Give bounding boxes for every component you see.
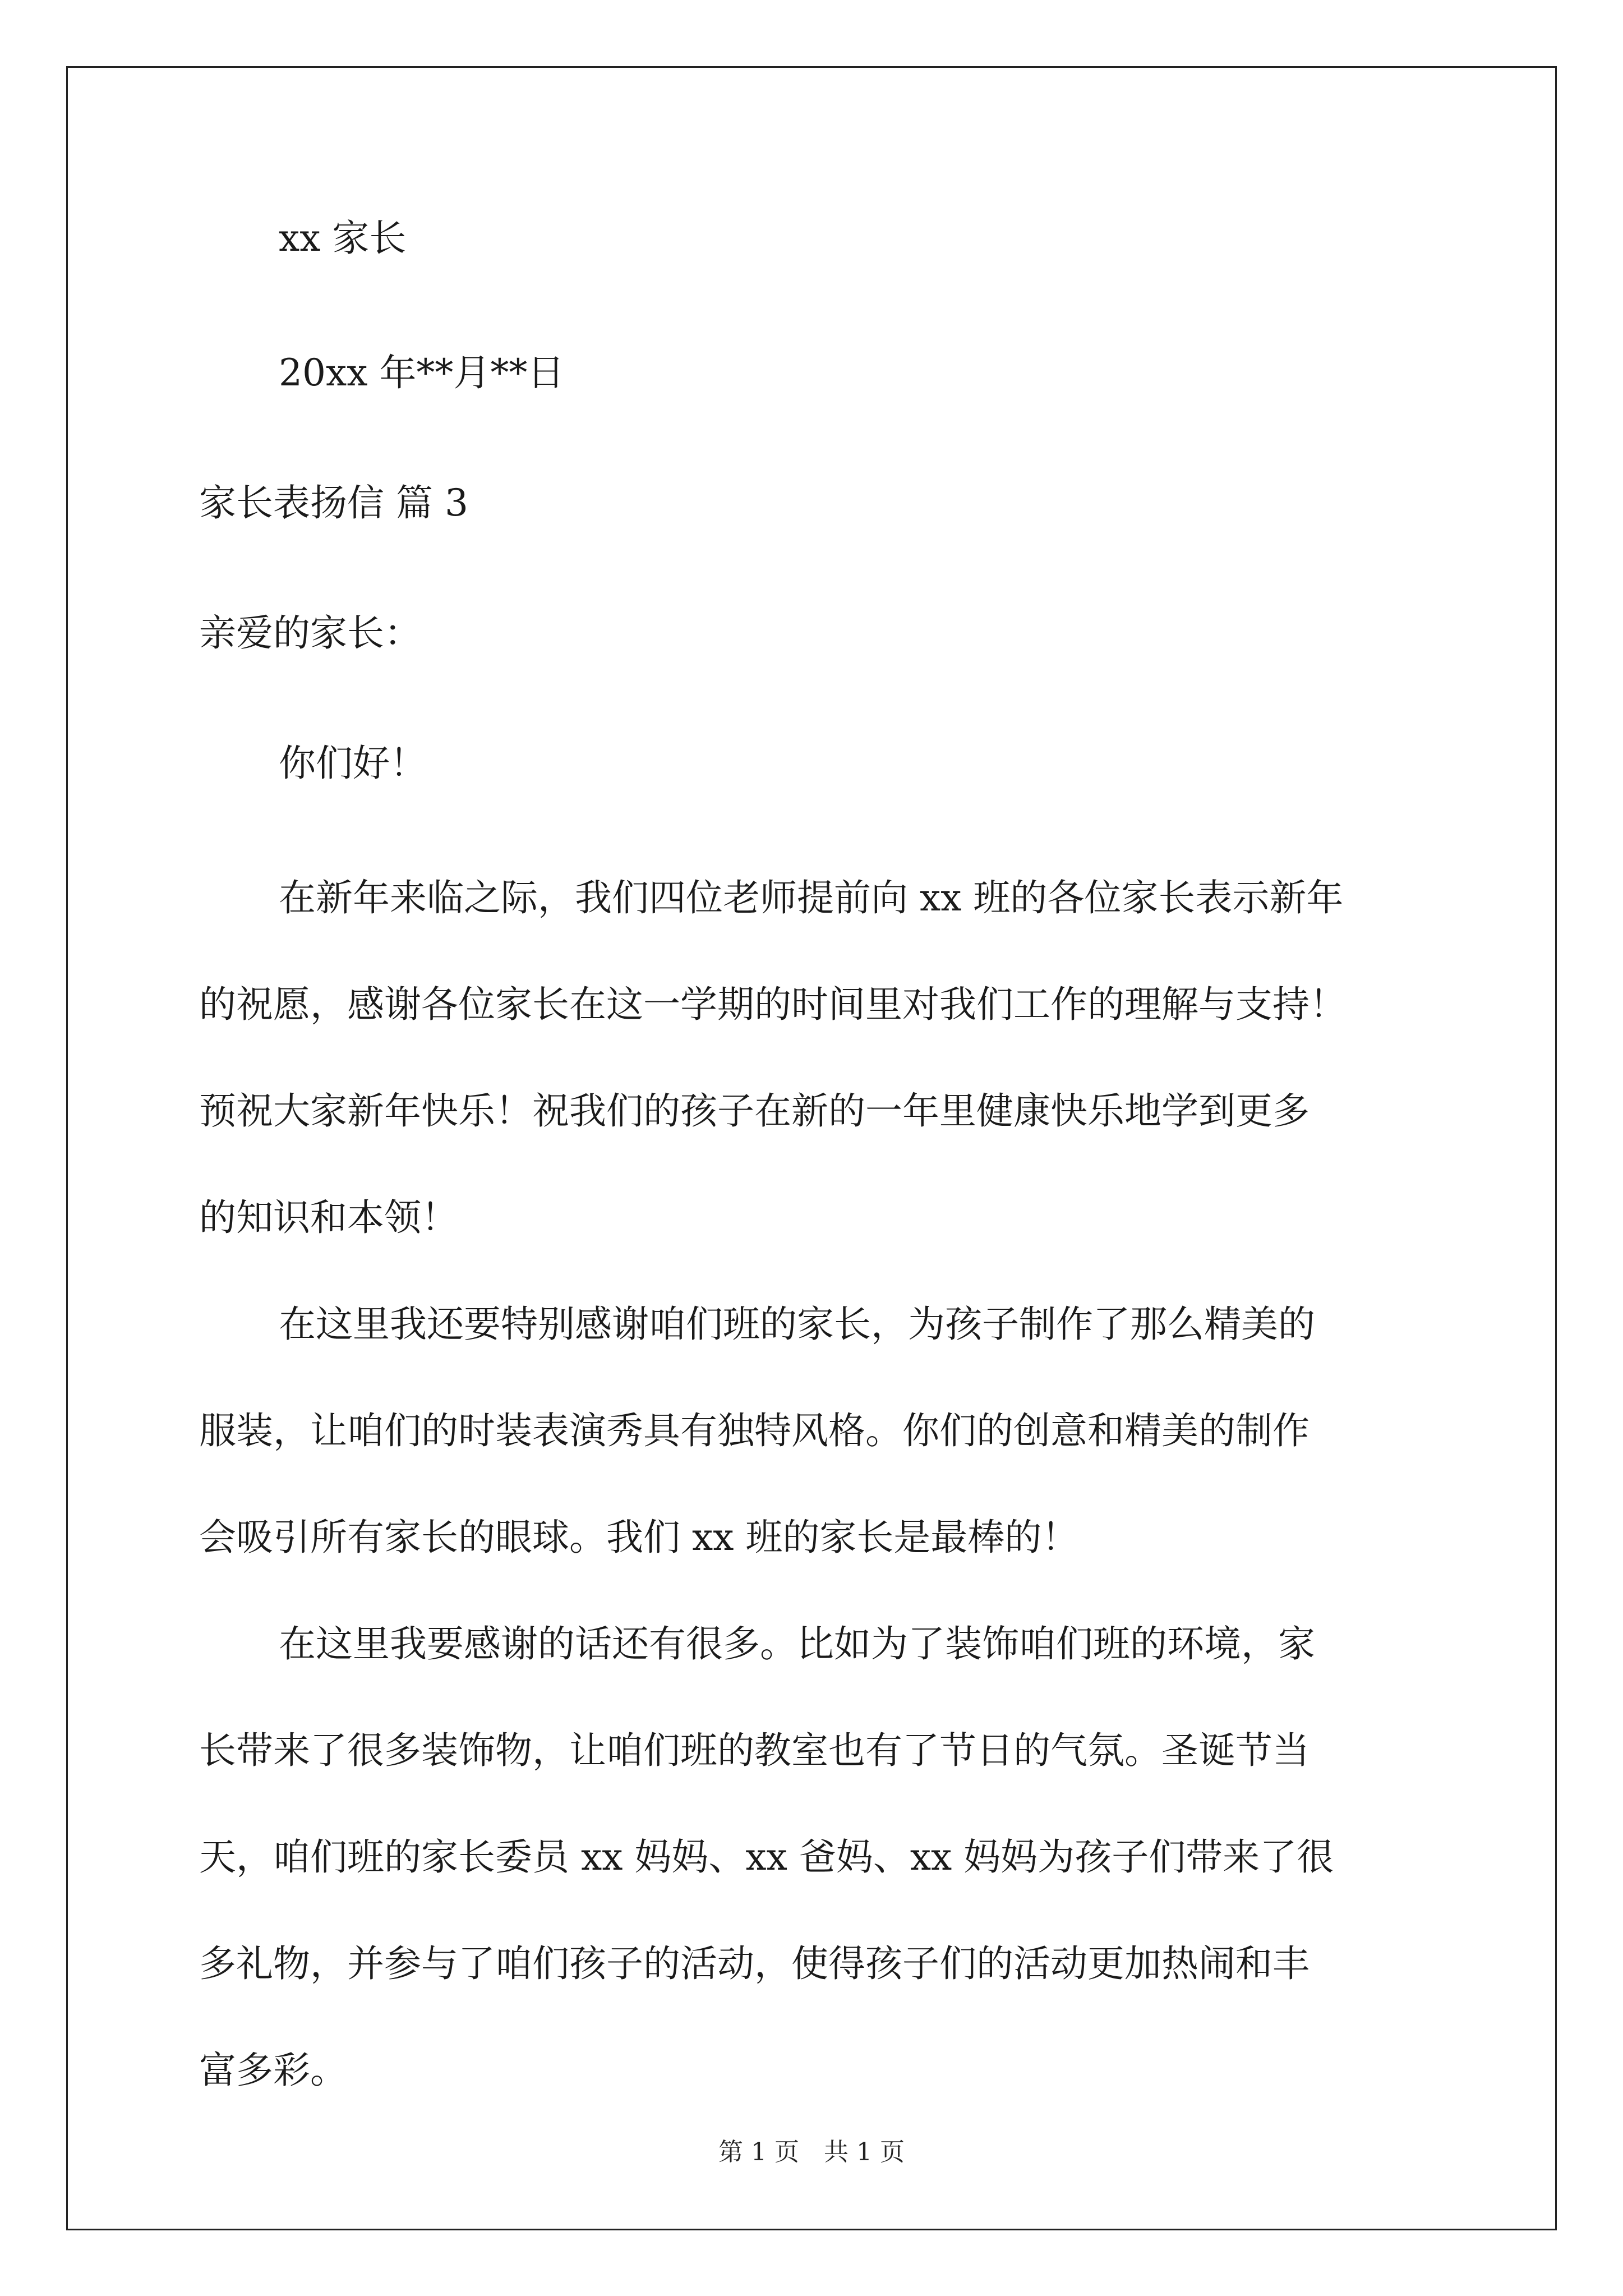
paragraph-line: 富多彩。 bbox=[199, 2049, 347, 2092]
paragraph-line: 服装，让咱们的时装表演秀具有独特风格。你们的创意和精美的制作 bbox=[199, 1409, 1310, 1452]
section-title: 家长表扬信 篇 3 bbox=[199, 481, 468, 524]
paragraph-line: 会吸引所有家长的眼球。我们 xx 班的家长是最棒的！ bbox=[199, 1516, 1079, 1559]
paragraph-1 bbox=[199, 845, 1427, 1271]
paragraph-2 bbox=[199, 1271, 1427, 1591]
paragraph-line: 预祝大家新年快乐！祝我们的孩子在新的一年里健康快乐地学到更多 bbox=[199, 1089, 1310, 1133]
date: 20xx 年**月**日 bbox=[279, 351, 565, 394]
letter-body bbox=[199, 213, 1427, 2124]
page-footer: 第 1 页 共 1 页 bbox=[718, 2138, 905, 2166]
signature: xx 家长 bbox=[279, 217, 407, 260]
paragraph-line: 在这里我还要特别感谢咱们班的家长，为孩子制作了那么精美的 bbox=[279, 1303, 1315, 1346]
paragraph-line: 在这里我要感谢的话还有很多。比如为了装饰咱们班的环境，家 bbox=[279, 1622, 1315, 1665]
paragraph-line: 的知识和本领！ bbox=[199, 1196, 458, 1239]
salutation: 亲爱的家长： bbox=[199, 611, 421, 655]
paragraph-line: 多礼物，并参与了咱们孩子的活动，使得孩子们的活动更加热闹和丰 bbox=[199, 1942, 1310, 1985]
paragraph-line: 天，咱们班的家长委员 xx 妈妈、xx 爸妈、xx 妈妈为孩子们带来了很 bbox=[199, 1835, 1334, 1879]
paragraph-3 bbox=[199, 1591, 1427, 2124]
paragraph-line: 的祝愿，感谢各位家长在这一学期的时间里对我们工作的理解与支持！ bbox=[199, 983, 1347, 1026]
greeting: 你们好！ bbox=[279, 742, 427, 785]
paragraph-line: 长带来了很多装饰物，让咱们班的教室也有了节日的气氛。圣诞节当 bbox=[199, 1729, 1310, 1772]
paragraph-line: 在新年来临之际，我们四位老师提前向 xx 班的各位家长表示新年 bbox=[279, 876, 1344, 919]
